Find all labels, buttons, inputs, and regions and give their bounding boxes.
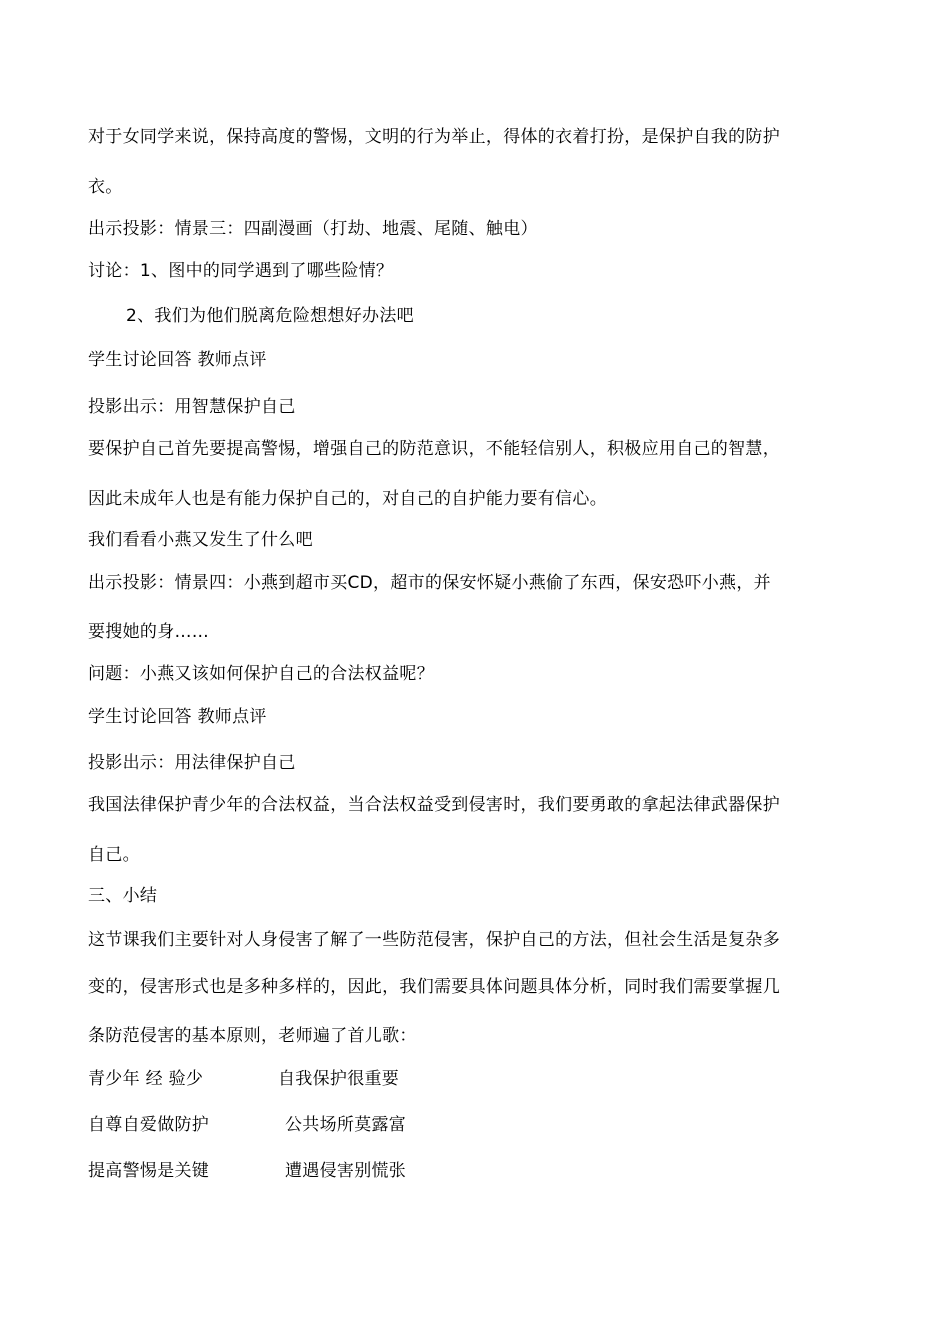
song-line-right: 遭遇侵害别慌张 xyxy=(285,1161,407,1181)
paragraph-line: 出示投影：情景四：小燕到超市买CD，超市的保安怀疑小燕偷了东西，保安恐吓小燕，并 xyxy=(88,573,771,593)
paragraph-line: 衣。 xyxy=(88,177,123,197)
song-line-left: 提高警惕是关键 xyxy=(88,1161,210,1181)
section-heading: 三、小结 xyxy=(88,886,158,906)
paragraph-line: 自己。 xyxy=(88,845,140,865)
paragraph-line: 学生讨论回答 教师点评 xyxy=(88,350,267,370)
paragraph-line: 投影出示：用法律保护自己 xyxy=(88,753,296,773)
song-line xyxy=(88,1114,406,1136)
paragraph-line: 这节课我们主要针对人身侵害了解了一些防范侵害，保护自己的方法，但社会生活是复杂多 xyxy=(88,930,780,950)
paragraph-line: 讨论：1、图中的同学遇到了哪些险情？ xyxy=(88,261,394,281)
song-line-right: 自我保护很重要 xyxy=(278,1069,400,1089)
paragraph-line: 变的，侵害形式也是多种多样的，因此，我们需要具体问题具体分析，同时我们需要掌握几 xyxy=(88,977,780,997)
paragraph-line: 出示投影：情景三：四副漫画（打劫、地震、尾随、触电） xyxy=(88,219,538,239)
paragraph-line: 2、我们为他们脱离危险想想好办法吧 xyxy=(126,306,414,326)
song-line-left: 青少年 经 验少 xyxy=(88,1069,204,1089)
song-line xyxy=(88,1160,406,1182)
song-line-left: 自尊自爱做防护 xyxy=(88,1115,210,1135)
paragraph-line: 投影出示：用智慧保护自己 xyxy=(88,397,296,417)
paragraph-line: 要保护自己首先要提高警惕，增强自己的防范意识，不能轻信别人，积极应用自己的智慧， xyxy=(88,439,780,459)
paragraph-line: 问题：小燕又该如何保护自己的合法权益呢？ xyxy=(88,664,434,684)
paragraph-line: 我们看看小燕又发生了什么吧 xyxy=(88,530,313,550)
paragraph-line: 我国法律保护青少年的合法权益，当合法权益受到侵害时，我们要勇敢的拿起法律武器保护 xyxy=(88,795,780,815)
song-line-right: 公共场所莫露富 xyxy=(285,1115,407,1135)
paragraph-line: 要搜她的身…… xyxy=(88,622,210,642)
paragraph-line: 因此未成年人也是有能力保护自己的，对自己的自护能力要有信心。 xyxy=(88,489,607,509)
paragraph-line: 条防范侵害的基本原则，老师遍了首儿歌： xyxy=(88,1026,417,1046)
paragraph-line: 对于女同学来说，保持高度的警惕，文明的行为举止，得体的衣着打扮，是保护自我的防护 xyxy=(88,127,780,147)
paragraph-line: 学生讨论回答 教师点评 xyxy=(88,707,267,727)
song-line xyxy=(88,1068,399,1090)
